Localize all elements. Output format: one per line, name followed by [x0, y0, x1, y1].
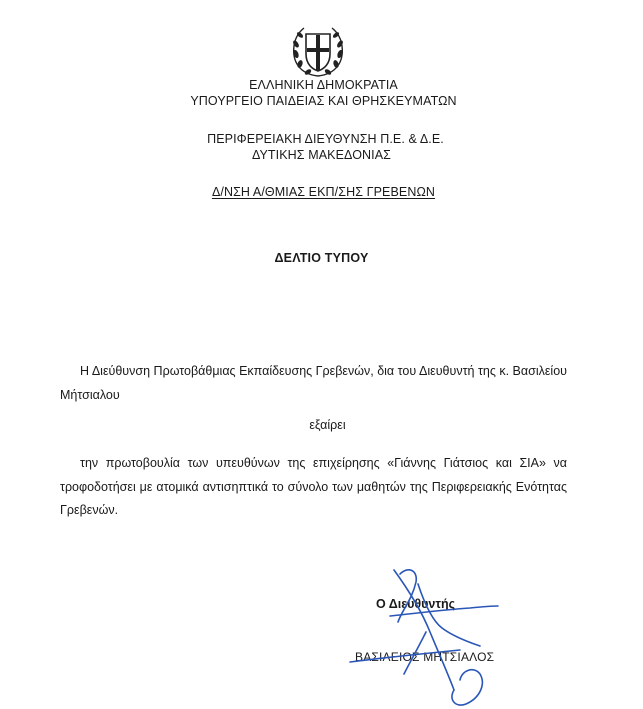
header-region: ΔΥΤΙΚΗΣ ΜΑΚΕΔΟΝΙΑΣ [251, 148, 392, 162]
signatory-role: Ο Διευθυντής [376, 597, 456, 611]
greek-republic-emblem-icon [286, 24, 350, 80]
body-paragraph-1: Η Διεύθυνση Πρωτοβάθμιας Εκπαίδευσης Γρεβενών, δια του Διευθυντή της κ. Βασιλείου Μήτσιαλου [60, 364, 567, 402]
body-verb: εξαίρει [309, 418, 346, 432]
header-regional-directorate: ΠΕΡΙΦΕΡΕΙΑΚΗ ΔΙΕΥΘΥΝΣΗ Π.Ε. & Δ.Ε. [207, 132, 444, 146]
handwritten-signature-icon [330, 562, 530, 709]
header-ministry: ΥΠΟΥΡΓΕΙΟ ΠΑΙΔΕΙΑΣ ΚΑΙ ΘΡΗΣΚΕΥΜΑΤΩΝ [190, 94, 457, 108]
header-country: ΕΛΛΗΝΙΚΗ ΔΗΜΟΚΡΑΤΙΑ [249, 78, 398, 92]
document-title: ΔΕΛΤΙΟ ΤΥΠΟΥ [274, 251, 369, 265]
body-paragraph-2: την πρωτοβουλία των υπευθύνων της επιχείρησης «Γιάννης Γιάτσιος και ΣΙΑ» να τροφοδοτήσει με ατομικά αντισηπτικά το σύνολο των μαθητών της Περιφερειακής Ενότητας Γρεβενών. [60, 456, 567, 517]
header-directorate: Δ/ΝΣΗ Α/ΘΜΙΑΣ ΕΚΠ/ΣΗΣ ΓΡΕΒΕΝΩΝ [211, 185, 436, 199]
signatory-name: ΒΑΣΙΛΕΙΟΣ ΜΗΤΣΙΑΛΟΣ [355, 650, 495, 664]
